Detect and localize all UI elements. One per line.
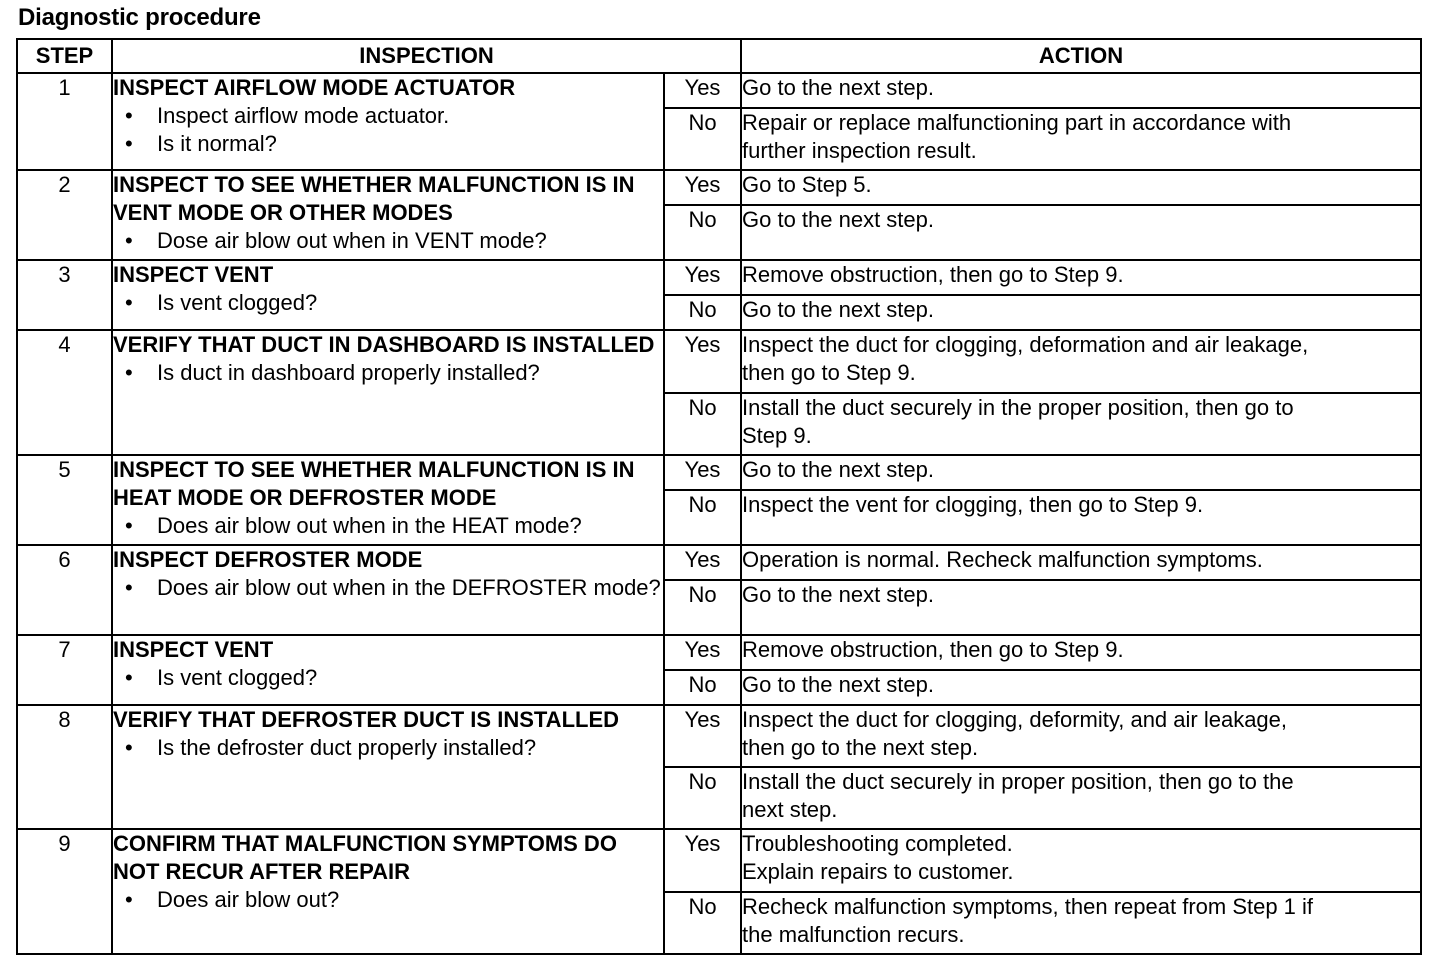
inspection-questions	[113, 886, 663, 914]
table-row	[17, 705, 1421, 767]
inspection-question: • Does air blow out?	[157, 886, 663, 914]
header-action: ACTION	[741, 39, 1421, 73]
step-number: 4	[17, 330, 112, 455]
no-label: No	[664, 295, 741, 330]
action-line: then go to the next step.	[742, 735, 979, 760]
action-line: the malfunction recurs.	[742, 922, 965, 947]
table-row	[17, 330, 1421, 393]
inspection-question: • Is vent clogged?	[157, 289, 663, 317]
yes-action	[741, 705, 1421, 767]
inspection-title: INSPECT DEFROSTER MODE	[113, 547, 423, 572]
no-action	[741, 670, 1421, 705]
inspection-question: • Dose air blow out when in VENT mode?	[157, 227, 663, 255]
step-number: 9	[17, 829, 112, 954]
action-line: Remove obstruction, then go to Step 9.	[742, 637, 1124, 662]
action-line: Remove obstruction, then go to Step 9.	[742, 262, 1124, 287]
no-label: No	[664, 393, 741, 455]
inspection-cell	[112, 170, 664, 260]
inspection-question: • Inspect airflow mode actuator.	[157, 102, 663, 130]
step-number: 2	[17, 170, 112, 260]
action-line: then go to Step 9.	[742, 360, 916, 385]
action-line: Inspect the duct for clogging, deformation and air leakage,	[742, 332, 1309, 357]
inspection-question: • Is duct in dashboard properly installed?	[157, 359, 663, 387]
no-action	[741, 205, 1421, 260]
yes-action	[741, 73, 1421, 108]
yes-action	[741, 829, 1421, 892]
inspection-cell	[112, 73, 664, 170]
step-number: 5	[17, 455, 112, 545]
yes-action	[741, 545, 1421, 580]
table-row	[17, 455, 1421, 490]
inspection-title: INSPECT VENT	[113, 262, 274, 287]
inspection-title: VERIFY THAT DUCT IN DASHBOARD IS INSTALLED	[113, 332, 655, 357]
header-step: STEP	[17, 39, 112, 73]
inspection-questions	[113, 512, 663, 540]
no-action	[741, 108, 1421, 170]
step-number: 1	[17, 73, 112, 170]
action-line: Recheck malfunction symptoms, then repeat from Step 1 if	[742, 894, 1314, 919]
inspection-title: INSPECT VENT	[113, 637, 274, 662]
header-inspection: INSPECTION	[112, 39, 741, 73]
yes-action	[741, 170, 1421, 205]
diagnostic-table	[16, 38, 1422, 955]
inspection-questions	[113, 289, 663, 317]
inspection-question: • Is vent clogged?	[157, 664, 663, 692]
action-line: Inspect the duct for clogging, deformity, and air leakage,	[742, 707, 1288, 732]
action-line: Go to the next step.	[742, 207, 935, 232]
table-row	[17, 260, 1421, 295]
table-row	[17, 635, 1421, 670]
no-label: No	[664, 670, 741, 705]
yes-label: Yes	[664, 545, 741, 580]
table-row	[17, 170, 1421, 205]
no-action	[741, 580, 1421, 635]
yes-label: Yes	[664, 455, 741, 490]
inspection-title: INSPECT AIRFLOW MODE ACTUATOR	[113, 75, 516, 100]
inspection-question: • Is the defroster duct properly installed?	[157, 734, 663, 762]
yes-label: Yes	[664, 330, 741, 393]
inspection-cell	[112, 455, 664, 545]
action-line: Operation is normal. Recheck malfunction symptoms.	[742, 547, 1263, 572]
action-line: Step 9.	[742, 423, 812, 448]
yes-action	[741, 260, 1421, 295]
no-label: No	[664, 892, 741, 954]
no-action	[741, 295, 1421, 330]
no-action	[741, 490, 1421, 545]
no-action	[741, 393, 1421, 455]
no-label: No	[664, 490, 741, 545]
yes-label: Yes	[664, 73, 741, 108]
no-label: No	[664, 580, 741, 635]
no-label: No	[664, 205, 741, 260]
inspection-question: • Does air blow out when in the DEFROSTER mode?	[157, 574, 663, 602]
action-line: Go to the next step.	[742, 672, 935, 697]
no-label: No	[664, 108, 741, 170]
inspection-question: • Is it normal?	[157, 130, 663, 158]
yes-label: Yes	[664, 829, 741, 892]
inspection-cell	[112, 635, 664, 705]
inspection-cell	[112, 330, 664, 455]
step-number: 3	[17, 260, 112, 330]
inspection-cell	[112, 705, 664, 829]
table-body	[17, 73, 1421, 954]
yes-action	[741, 635, 1421, 670]
inspection-questions	[113, 227, 663, 255]
inspection-questions	[113, 102, 663, 158]
page-title: Diagnostic procedure	[18, 4, 261, 31]
inspection-questions	[113, 574, 663, 602]
yes-action	[741, 330, 1421, 393]
action-line: Go to the next step.	[742, 582, 935, 607]
action-line: Explain repairs to customer.	[742, 859, 1014, 884]
yes-action	[741, 455, 1421, 490]
inspection-title: INSPECT TO SEE WHETHER MALFUNCTION IS IN VENT MODE OR OTHER MODES	[113, 172, 635, 225]
no-action	[741, 767, 1421, 829]
inspection-cell	[112, 545, 664, 635]
inspection-cell	[112, 829, 664, 954]
yes-label: Yes	[664, 170, 741, 205]
inspection-cell	[112, 260, 664, 330]
table-header-row	[17, 39, 1421, 73]
action-line: Go to Step 5.	[742, 172, 872, 197]
inspection-title: INSPECT TO SEE WHETHER MALFUNCTION IS IN HEAT MODE OR DEFROSTER MODE	[113, 457, 635, 510]
inspection-question: • Does air blow out when in the HEAT mode?	[157, 512, 663, 540]
inspection-questions	[113, 664, 663, 692]
step-number: 6	[17, 545, 112, 635]
inspection-title: VERIFY THAT DEFROSTER DUCT IS INSTALLED	[113, 707, 620, 732]
action-line: Go to the next step.	[742, 75, 935, 100]
action-line: Inspect the vent for clogging, then go to Step 9.	[742, 492, 1204, 517]
table-row	[17, 829, 1421, 892]
action-line: Repair or replace malfunctioning part in accordance with	[742, 110, 1292, 135]
action-line: further inspection result.	[742, 138, 977, 163]
yes-label: Yes	[664, 705, 741, 767]
yes-label: Yes	[664, 260, 741, 295]
inspection-questions	[113, 359, 663, 387]
no-action	[741, 892, 1421, 954]
table-row	[17, 545, 1421, 580]
action-line: Install the duct securely in the proper position, then go to	[742, 395, 1294, 420]
no-label: No	[664, 767, 741, 829]
action-line: Go to the next step.	[742, 297, 935, 322]
inspection-questions	[113, 734, 663, 762]
step-number: 8	[17, 705, 112, 829]
action-line: next step.	[742, 797, 838, 822]
inspection-title: CONFIRM THAT MALFUNCTION SYMPTOMS DO NOT RECUR AFTER REPAIR	[113, 831, 617, 884]
yes-label: Yes	[664, 635, 741, 670]
table-row	[17, 73, 1421, 108]
action-line: Troubleshooting completed.	[742, 831, 1013, 856]
step-number: 7	[17, 635, 112, 705]
action-line: Go to the next step.	[742, 457, 935, 482]
action-line: Install the duct securely in proper position, then go to the	[742, 769, 1294, 794]
